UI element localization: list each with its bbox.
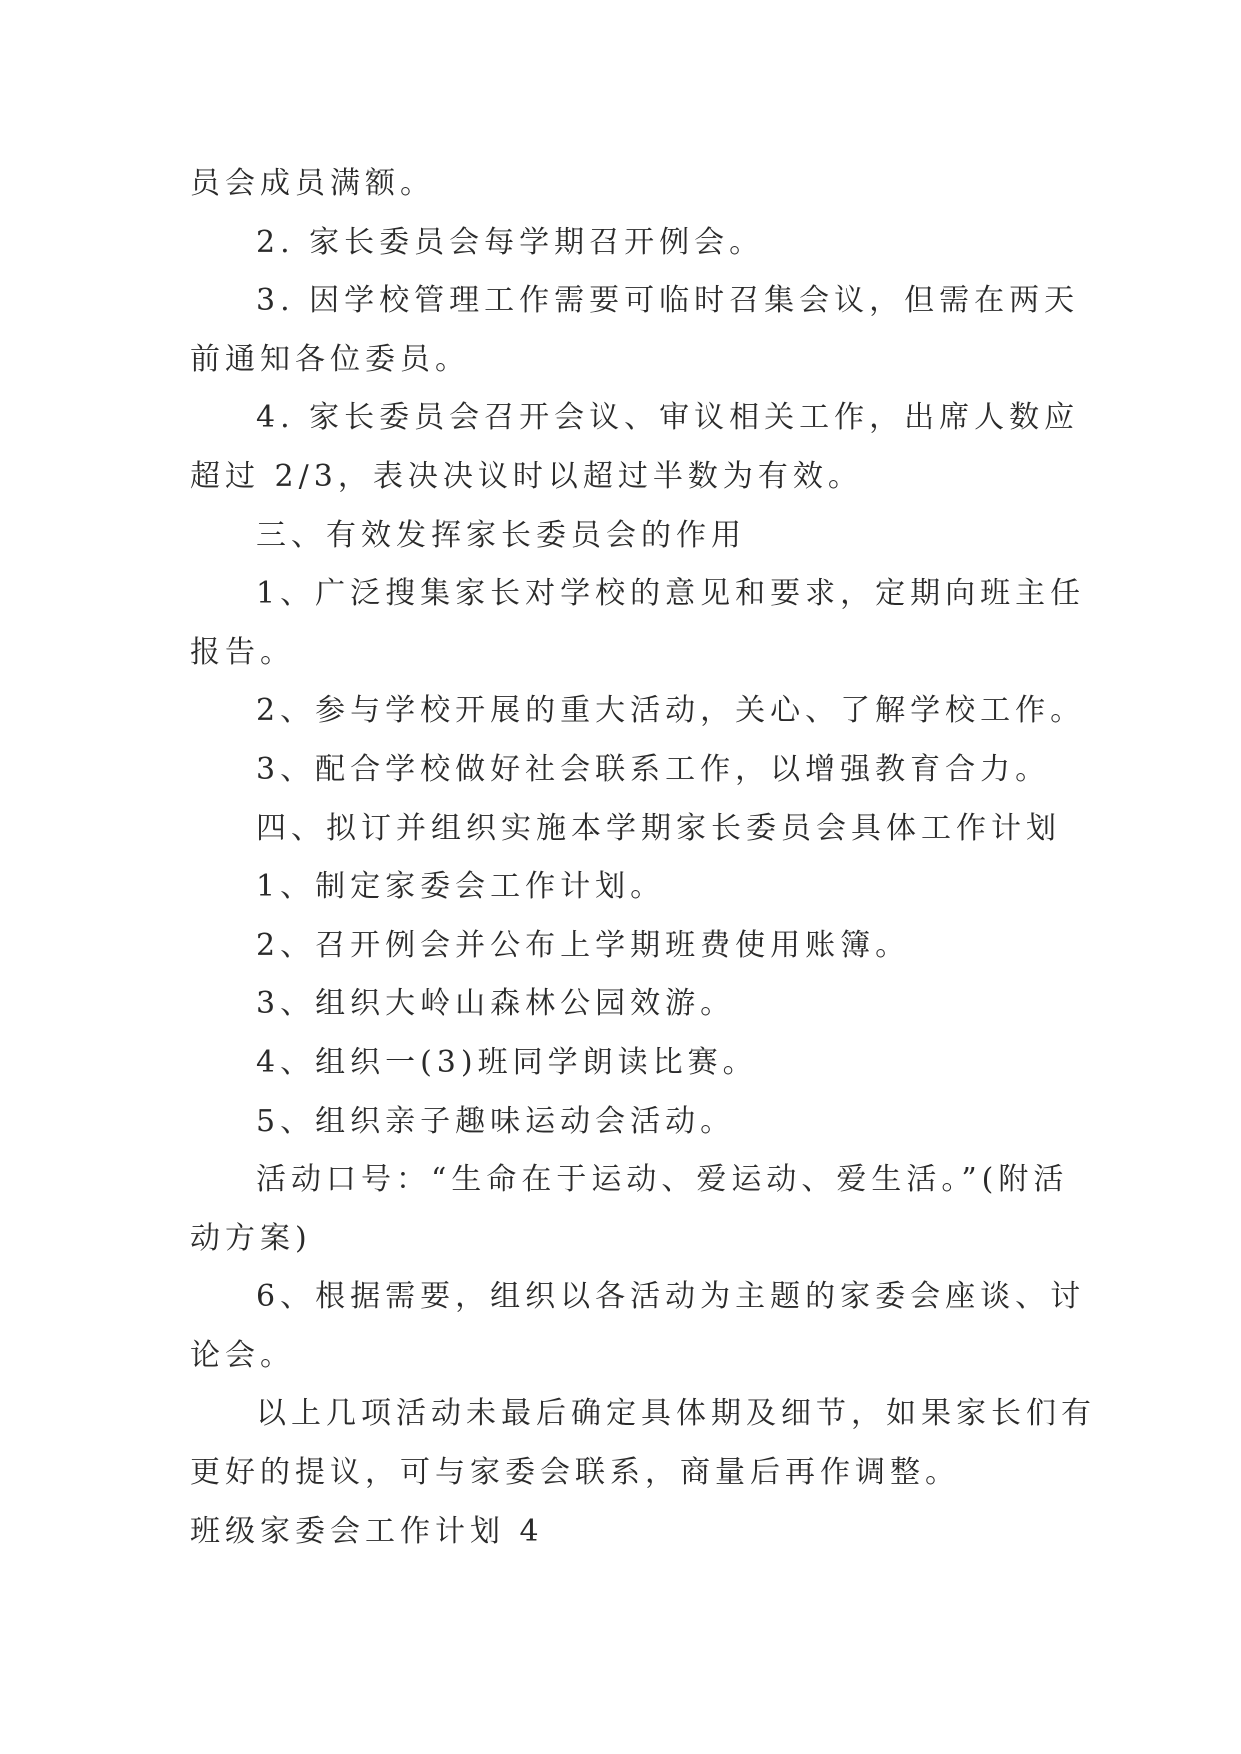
section-heading: 四、拟订并组织实施本学期家长委员会具体工作计划 [256,810,1061,846]
text-line: 活动口号：“生命在于运动、爱运动、爱生活。”(附活 [256,1162,1069,1198]
text-line: 3、组织大岭山森林公园效游。 [256,986,736,1022]
text-line: 论会。 [190,1337,295,1373]
text-line: 以上几项活动未最后确定具体期及细节，如果家长们有 [256,1396,1096,1432]
text-line: 6、根据需要，组织以各活动为主题的家委会座谈、讨 [256,1279,1086,1315]
text-line: 超过 2/3，表决决议时以超过半数为有效。 [190,458,863,494]
text-line: 4、组织一(3)班同学朗读比赛。 [256,1044,758,1080]
text-line: 2、参与学校开展的重大活动，关心、了解学校工作。 [256,693,1086,729]
document-subtitle: 班级家委会工作计划 4 [190,1513,544,1549]
text-line: 3. 因学校管理工作需要可临时召集会议，但需在两天 [256,283,1080,319]
text-line: 报告。 [190,634,295,670]
text-line: 3、配合学校做好社会联系工作，以增强教育合力。 [256,751,1051,787]
text-line: 4. 家长委员会召开会议、审议相关工作，出席人数应 [256,400,1080,436]
text-line: 更好的提议，可与家委会联系，商量后再作调整。 [190,1455,960,1491]
text-line: 2、召开例会并公布上学期班费使用账簿。 [256,927,911,963]
text-line: 1、广泛搜集家长对学校的意见和要求，定期向班主任 [256,576,1086,612]
text-line: 1、制定家委会工作计划。 [256,869,666,905]
text-line: 5、组织亲子趣味运动会活动。 [256,1103,736,1139]
text-line: 2. 家长委员会每学期召开例会。 [256,224,765,260]
text-line: 动方案) [190,1220,312,1256]
section-heading: 三、有效发挥家长委员会的作用 [256,517,746,553]
text-line: 前通知各位委员。 [190,341,470,377]
text-line: 员会成员满额。 [190,166,435,201]
document-body [190,155,1096,1561]
